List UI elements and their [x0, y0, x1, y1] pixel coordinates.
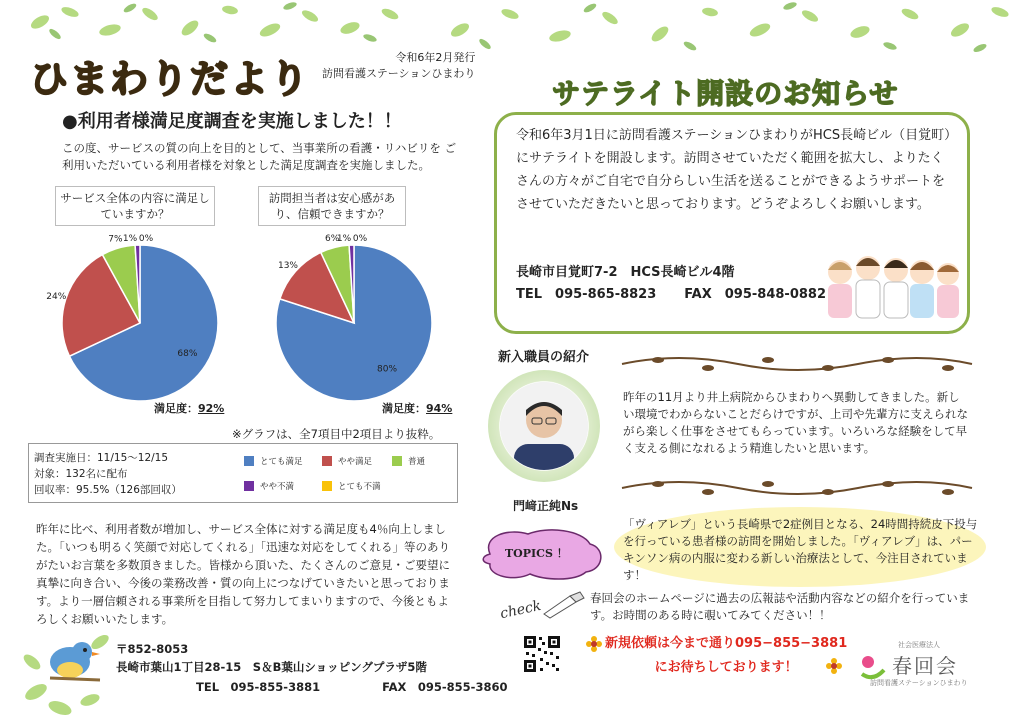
legend-item-neutral	[392, 455, 425, 467]
legend-label: 普通	[408, 457, 426, 467]
survey-title: ●利用者様満足度調査を実施しました！！	[62, 111, 402, 132]
homepage-text: 春回会のホームページに過去の広報誌や活動内容などの紹介を行っています。お時間のある時に覗いてみてください！！	[590, 591, 970, 622]
legend-swatch	[322, 481, 332, 491]
vine-divider-top	[618, 352, 976, 376]
pie1-label-3: 1%	[122, 234, 138, 244]
survey-info	[34, 450, 182, 498]
legend-label: やや不満	[260, 482, 295, 492]
satellite-title: サテライト開設のお知らせ	[552, 77, 899, 110]
legend-label: やや満足	[338, 457, 373, 467]
org-logo-name: 春回会	[892, 654, 958, 678]
main-office-fax: FAX 095-855-3860	[382, 680, 508, 694]
chart-note: ※グラフは、全7項目中2項目より抜粋。	[232, 427, 441, 441]
pie2-label-3: 1%	[336, 234, 352, 244]
leaf-garland-left-decoration	[0, 0, 440, 50]
new-request-notice	[605, 632, 847, 680]
staff-portrait-icon	[500, 382, 588, 470]
staff-intro-text: 昨年の11月より井上病院からひまわりへ異動してきました。新しい環境でわからないことだらけですが、上司や先輩方に支えられながら楽しく仕事をさせてもらっています。いろいろな経験をして早く支える側になれるよう精進したいと思います。	[623, 390, 968, 455]
pie-chart-service-satisfaction	[40, 225, 240, 405]
legend-swatch	[322, 456, 332, 466]
vine-divider-bottom	[618, 476, 976, 500]
pie2-label-2: 6%	[324, 233, 340, 244]
topics-label-wrap	[505, 545, 568, 561]
legend-item-somewhat-dissatisfied	[244, 480, 294, 492]
org-logo	[856, 640, 974, 690]
chart1-satisfaction-label: 満足度：	[154, 402, 198, 415]
survey-result-text: 昨年に比べ、利用者数が増加し、サービス全体に対する満足度も4％向上しました。「いつも明るく笑顔で対応してくれる」「迅速な対応をしてくれる」等のありがたいお言葉を多数頂きました。皆様から頂いた、たくさんのご意見・ご要望に真摯に向き合い、今後の業務改善・質の向上につなげていきたいと思っております。より一層信頼される事業所を目指して努力してまいりますので、今後ともよろしくお願いいたします。	[36, 522, 450, 626]
survey-intro: この度、サービスの質の向上を目的として、当事業所の看護・リハビリを ご利用いただいている利用者様を対象とした満足度調査を実施しました。	[62, 141, 457, 172]
satellite-tel: TEL 095-865-8823	[516, 287, 657, 302]
staff-intro-title: 新入職員の紹介	[498, 350, 590, 365]
satellite-text: 令和6年3月1日に訪問看護ステーションひまわりがHCS長崎ビル（目覚町）にサテライトを開設します。訪問させていただく範囲を拡大し、よりたくさんの方々がご自宅で自分らしい生活を送ることができるようサポートをさせていただきたいと思っております。どうぞよろしくお願いします。	[516, 128, 951, 212]
topics-text: 「ヴィアレブ」という長崎県で2症例目となる、24時間持続皮下投与を行っている患者様の訪問を開始しました。「ヴィアレブ」は、パーキンソン病の内服に変わる新しい治療法として、今注目されています！	[623, 517, 978, 582]
main-office-tel: TEL 095-855-3881	[196, 680, 321, 694]
flower-icon	[586, 636, 602, 652]
main-office-address	[116, 640, 507, 696]
legend-label: とても満足	[260, 457, 303, 467]
legend-item-somewhat-satisfied	[322, 455, 372, 467]
topics-label: TOPICS	[505, 547, 553, 560]
newsletter-logo: ひまわりだより	[30, 57, 311, 101]
chart2-satisfaction-label: 満足度：	[382, 402, 426, 415]
legend-label: とても不満	[338, 482, 381, 492]
bird-and-leaves-decoration	[20, 622, 116, 722]
org-logo-caption-bottom: 訪問看護ステーションひまわり	[870, 679, 968, 687]
pie1-label-1: 24%	[46, 291, 67, 302]
issue-date: 令和6年2月発行	[395, 51, 476, 64]
chart2-satisfaction	[382, 400, 452, 416]
pie-chart-staff-trust	[254, 225, 454, 405]
survey-target: 対象：132名に配布	[34, 468, 128, 480]
issue-info	[322, 50, 475, 82]
chart2-satisfaction-value: 94%	[426, 402, 453, 415]
survey-period: 調査実施日：11/15～12/15	[34, 452, 169, 464]
satellite-address: 長崎市目覚町7-2 HCS長崎ビル4階	[516, 265, 735, 280]
main-office-street: 長崎市葉山1丁目28-15 S＆B葉山ショッピングプラザ5階	[116, 660, 427, 674]
chart2-question: 訪問担当者は安心感があり、信頼できますか？	[258, 186, 406, 226]
pencil-hand-icon	[540, 588, 588, 620]
staff-avatar	[500, 382, 588, 470]
pie2-label-0: 80%	[377, 364, 398, 375]
legend-swatch	[244, 481, 254, 491]
satellite-fax: FAX 095-848-0882	[684, 287, 826, 302]
legend-swatch	[244, 456, 254, 466]
chart1-satisfaction	[154, 400, 224, 416]
staff-name: 門﨑正純Ns	[513, 499, 579, 513]
nurses-illustration	[818, 250, 966, 320]
pie1-label-0: 68%	[177, 349, 198, 360]
new-request-line2: にお待ちしております！	[654, 660, 798, 675]
satellite-address-block	[516, 262, 826, 306]
chart1-satisfaction-value: 92%	[198, 402, 225, 415]
legend-item-very-satisfied	[244, 455, 303, 467]
chart1-question: サービス全体の内容に満足していますか？	[55, 186, 215, 226]
legend-swatch	[392, 456, 402, 466]
check-label: check	[498, 597, 543, 623]
pie1-label-4: 0%	[138, 234, 154, 244]
main-office-zip: 〒852-8053	[116, 642, 189, 656]
survey-rate: 回収率：95.5%（126部回収）	[34, 484, 182, 496]
qr-code-icon[interactable]	[522, 634, 562, 674]
pie2-label-4: 0%	[352, 234, 368, 244]
new-request-line1: 新規依頼は今まで通り095−855−3881	[605, 636, 848, 651]
office-name: 訪問看護ステーションひまわり	[322, 67, 476, 80]
legend-item-very-dissatisfied	[322, 480, 381, 492]
org-logo-caption-top: 社会医療法人	[898, 641, 940, 649]
leaf-garland-right-decoration	[440, 0, 1024, 70]
pie2-label-1: 13%	[277, 260, 298, 271]
topics-mark: ！	[556, 547, 568, 560]
flower-icon	[826, 658, 842, 674]
pie1-label-2: 7%	[108, 234, 123, 245]
